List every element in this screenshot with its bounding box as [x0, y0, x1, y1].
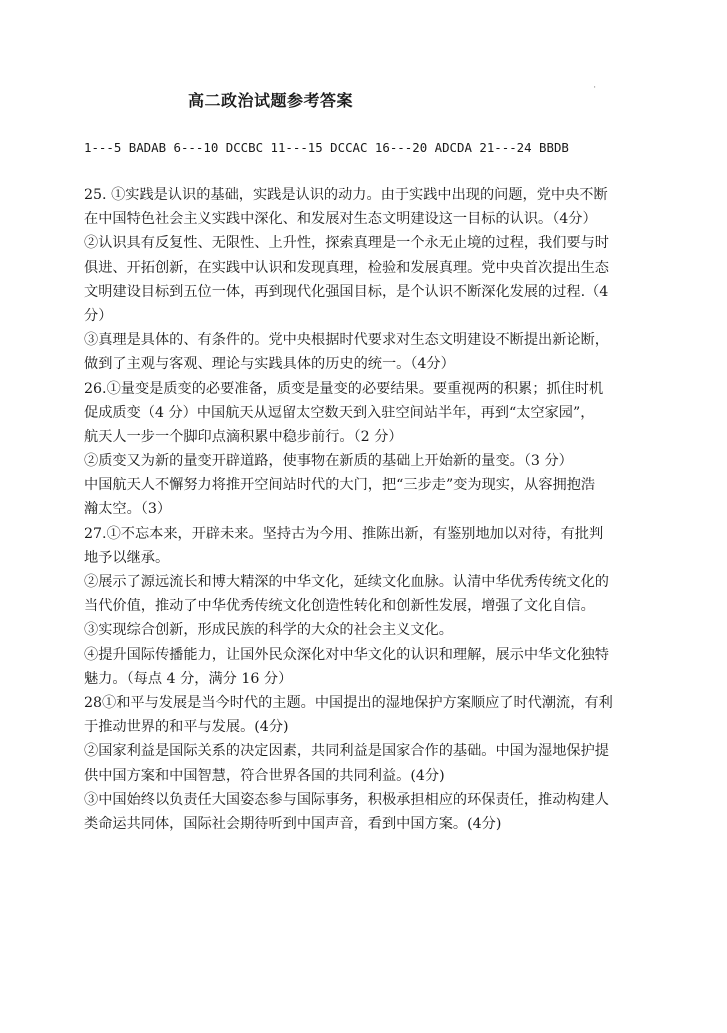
answer-line: 航天人一步一个脚印点滴积累中稳步前行。（2 分） — [84, 428, 403, 445]
answer-line: ④提升国际传播能力，让国外民众深化对中华文化的认识和理解，展示中华文化独特 — [84, 646, 609, 663]
answer-line: ③真理是具体的、有条件的。党中央根据时代要求对生态文明建设不断提出新论断， — [84, 332, 609, 349]
answer-line: 26.①量变是质变的必要准备，质变是量变的必要结果。要重视两的积累；抓住时机 — [84, 380, 604, 397]
answer-body — [84, 183, 646, 836]
answer-line: 俱进、开拓创新，在实践中认识和发现真理，检验和发展真理。党中央首次提出生态 — [84, 259, 609, 276]
answer-line: 魅力。（每点 4 分，满分 16 分） — [84, 670, 293, 687]
answer-line: ②认识具有反复性、无限性、上升性，探索真理是一个永无止境的过程，我们要与时 — [84, 235, 609, 252]
answer-line: 28①和平与发展是当今时代的主题。中国提出的湿地保护方案顺应了时代潮流，有利 — [84, 694, 613, 711]
answer-line: 地予以继承。 — [84, 549, 170, 566]
choice-answers: 1---5 BADAB 6---10 DCCBC 11---15 DCCAC 16---20 ADCDA 21---24 BBDB — [84, 140, 569, 155]
answer-line: ②国家利益是国际关系的决定因素，共同利益是国家合作的基础。中国为湿地保护提 — [84, 743, 609, 760]
answer-line: ②展示了源远流长和博大精深的中华文化，延续文化血脉。认清中华优秀传统文化的 — [84, 574, 609, 590]
document-title: 高二政治试题参考答案 — [188, 91, 354, 110]
answer-line: 促成质变（4 分）中国航天从逗留太空数天到入驻空间站半年，再到“太空家园”， — [84, 404, 595, 421]
answer-line: 25. ①实践是认识的基础，实践是认识的动力。由于实践中出现的问题，党中央不断 — [84, 187, 608, 203]
answer-line: ③中国始终以负责任大国姿态参与国际事务，积极承担相应的环保责任，推动构建人 — [84, 791, 609, 808]
answer-line: ②质变又为新的量变开辟道路，使事物在新质的基础上开始新的量变。（3 分） — [84, 453, 573, 470]
answer-line: 27.①不忘本来，开辟未来。坚持古为今用、推陈出新，有鉴别地加以对待，有批判 — [84, 525, 604, 542]
answer-line: 于推动世界的和平与发展。(4分) — [84, 719, 289, 736]
answer-line: 在中国特色社会主义实践中深化、和发展对生态文明建设这一目标的认识。（4分） — [84, 211, 597, 228]
answer-line: 分） — [84, 307, 113, 324]
answer-line: 瀚太空。（3） — [84, 501, 172, 518]
answer-line: ③实现综合创新，形成民族的科学的大众的社会主义文化。 — [84, 622, 453, 639]
answer-line: 文明建设目标到五位一体，再到现代化强国目标，是个认识不断深化发展的过程.（4 — [84, 283, 609, 300]
corner-mark: ' — [594, 86, 596, 93]
answer-line: 供中国方案和中国智慧，符合世界各国的共同利益。(4分) — [84, 767, 445, 784]
answer-line: 当代价值，推动了中华优秀传统文化创造性转化和创新性发展，增强了文化自信。 — [84, 598, 595, 615]
answer-line: 中国航天人不懈努力将推开空间站时代的大门，把“三步走”变为现实，从容拥抱浩 — [84, 477, 596, 494]
answer-line: 类命运共同体，国际社会期待听到中国声音，看到中国方案。(4分) — [84, 815, 502, 832]
answer-line: 做到了主观与客观、理论与实践具体的历史的统一。（4分） — [84, 356, 455, 373]
